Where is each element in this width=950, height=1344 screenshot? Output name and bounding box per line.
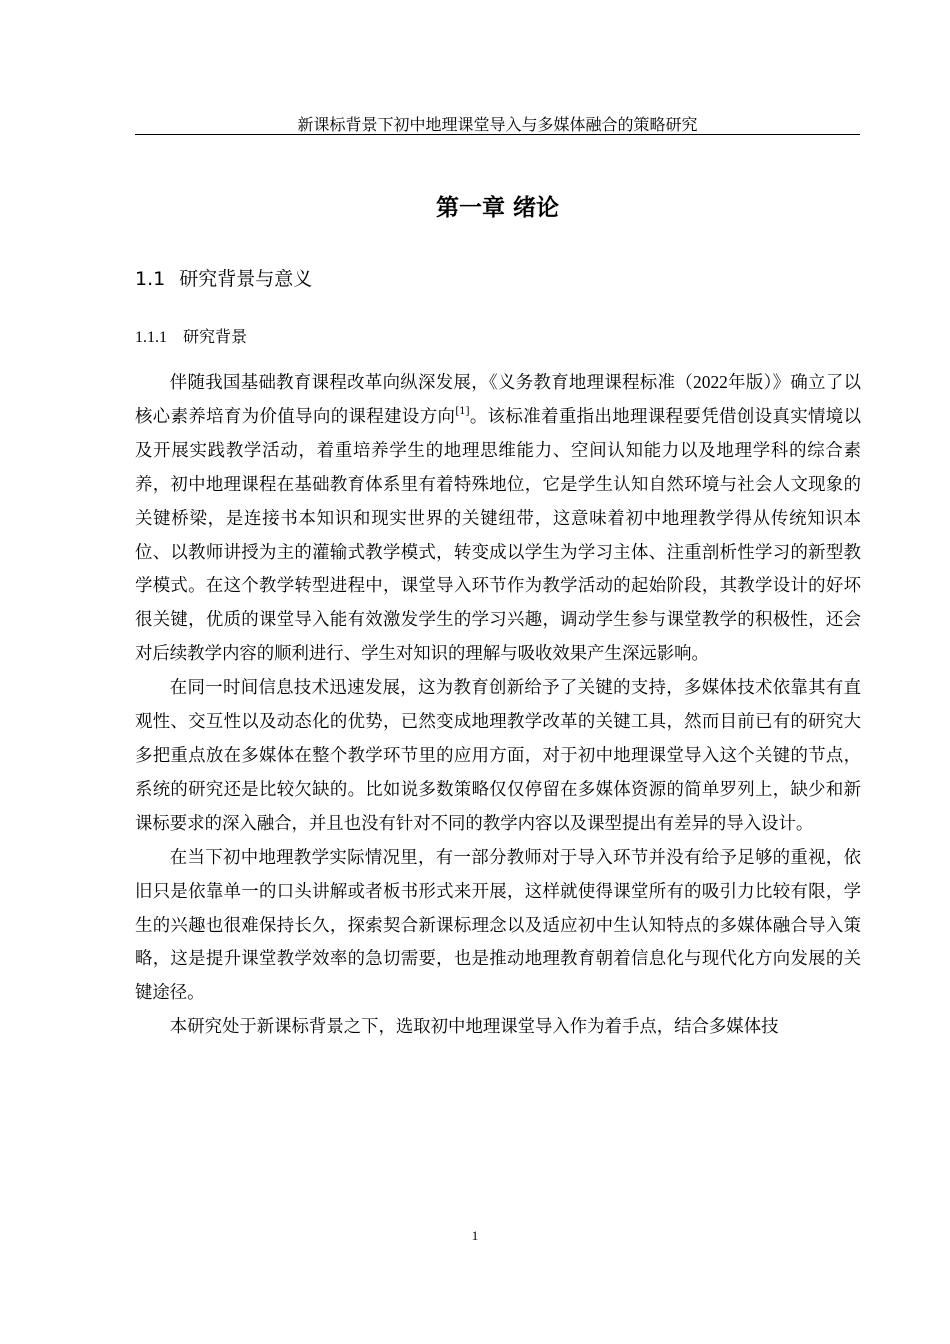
- subsection-number: 1.1.1: [135, 329, 167, 346]
- subsection-title: 研究背景: [183, 327, 248, 346]
- paragraph-3: 在当下初中地理教学实际情况里，有一部分教师对于导入环节并没有给予足够的重视，依旧只是依靠单一的口头讲解或者板书形式来开展，这样就使得课堂所有的吸引力比较有限，学生的兴趣也很难保持长久，探索契合新课标理念以及适应初中生认知特点的多媒体融合导入策略，这是提升课堂教学效率的急切需要，也是推动地理教育朝着信息化与现代化方向发展的关键途径。: [135, 847, 861, 1004]
- header-rule: [135, 134, 860, 135]
- paragraph-4: 本研究处于新课标背景之下，选取初中地理课堂导入作为着手点，结合多媒体技: [169, 1017, 779, 1038]
- chapter-title: 第一章 绪论: [435, 195, 559, 221]
- citation-ref[interactable]: [1]: [455, 405, 470, 417]
- page-number: 1: [471, 1228, 479, 1243]
- subsection-heading: [135, 325, 247, 350]
- paragraph-1-text-a: 伴随我国基础教育课程改革向纵深发展，《义务教育地理课程标准（: [169, 373, 694, 393]
- body-text: [135, 366, 861, 1045]
- section-heading: [135, 265, 312, 293]
- paragraph-1: [135, 366, 861, 672]
- paragraph-1-text-b: 年版）》确立了以核心素养培育为价值导向的课程建设方向: [135, 373, 861, 427]
- year-text: 2022: [693, 372, 728, 392]
- section-number: 1.1: [135, 268, 166, 290]
- paragraph-2: 在同一时间信息技术迅速发展，这为教育创新给予了关键的支持，多媒体技术依靠其有直观性、交互性以及动态化的优势，已然变成地理教学改革的关键工具，然而目前已有的研究大多把重点放在多媒体在整个教学环节里的应用方面，对于初中地理课堂导入这个关键的节点，系统的研究还是比较欠缺的。比如说多数策略仅仅停留在多媒体资源的简单罗列上，缺少和新课标要求的深入融合，并且也没有针对不同的教学内容以及课型提出有差异的导入设计。: [135, 678, 861, 834]
- paragraph-1-text-c: 。该标准着重指出地理课程要凭借创设真实情境以及开展实践教学活动，着重培养学生的地理思维能力、空间认知能力以及地理学科的综合素养，初中地理课程在基础教育体系里有着特殊地位，它是学生认知自然环境与社会人文现象的关键桥梁，是连接书本知识和现实世界的关键纽带，这意味着初中地理教学得从传统知识本位、以教师讲授为主的灌输式教学模式，转变成以学生为学习主体、注重剖析性学习的新型教学模式。在这个教学转型进程中，课堂导入环节作为教学活动的起始阶段，其教学设计的好坏很关键，优质的课堂导入能有效激发学生的学习兴趣，调动学生参与课堂教学的积极性，还会对后续教学内容的顺利进行、学生对知识的理解与吸收效果产生深远影响。: [135, 406, 861, 665]
- section-title: 研究背景与意义: [179, 268, 313, 290]
- running-header: 新课标背景下初中地理课堂导入与多媒体融合的策略研究: [297, 115, 698, 134]
